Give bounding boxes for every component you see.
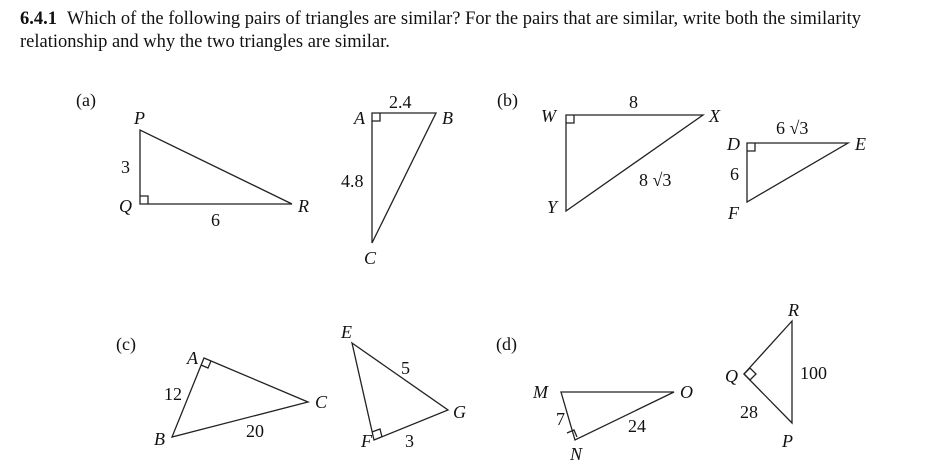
vertex-c-c: C — [315, 392, 328, 412]
side-ab: 2.4 — [389, 92, 412, 112]
problem-number: 6.4.1 — [20, 9, 57, 29]
vertex-q: Q — [119, 196, 132, 216]
side-fg: 3 — [405, 431, 414, 451]
side-de: 6 √3 — [776, 118, 809, 138]
part-d-label: (d) — [496, 334, 517, 354]
vertex-g-c: G — [453, 402, 466, 422]
side-ab-c: 12 — [164, 384, 182, 404]
triangle-pqr — [140, 130, 292, 204]
part-c-label: (c) — [116, 334, 136, 354]
problem-text: Which of the following pairs of triangles are similar? For the pairs that are similar, write both the similarity relationship and why the two triangles are similar. — [20, 9, 862, 52]
triangle-wxy — [566, 115, 703, 211]
vertex-r: R — [298, 196, 309, 216]
right-angle-marker — [140, 196, 148, 204]
vertex-m: M — [533, 382, 548, 402]
triangle-def — [747, 143, 848, 202]
side-pq: 3 — [121, 157, 130, 177]
side-qp: 28 — [740, 402, 758, 422]
vertex-f-c: F — [361, 431, 372, 451]
side-wx: 8 — [629, 92, 638, 112]
vertex-y: Y — [547, 197, 558, 217]
vertex-x: X — [709, 106, 720, 126]
right-angle-marker — [372, 113, 380, 121]
part-a-label: (a) — [76, 90, 96, 110]
side-eg: 5 — [401, 358, 410, 378]
right-angle-marker — [747, 143, 755, 151]
side-bc-c: 20 — [246, 421, 264, 441]
triangle-abc — [372, 113, 436, 243]
vertex-p-d: P — [782, 431, 793, 451]
triangle-efg — [352, 343, 448, 440]
vertex-a: A — [354, 108, 365, 128]
vertex-d: D — [727, 134, 740, 154]
vertex-o: O — [680, 382, 693, 402]
vertex-a-c: A — [187, 348, 198, 368]
vertex-w: W — [541, 106, 556, 126]
side-no: 24 — [628, 416, 646, 436]
side-xy: 8 √3 — [639, 170, 672, 190]
vertex-c: C — [364, 248, 377, 268]
vertex-q-d: Q — [725, 366, 738, 386]
vertex-f: F — [728, 203, 739, 223]
side-ac: 4.8 — [341, 171, 364, 191]
side-df: 6 — [730, 164, 739, 184]
side-qr: 6 — [211, 210, 220, 230]
vertex-b: B — [442, 108, 453, 128]
part-b-label: (b) — [497, 90, 518, 110]
side-rp: 100 — [800, 363, 827, 383]
vertex-e: E — [855, 134, 866, 154]
triangle-abc-c — [172, 358, 308, 437]
vertex-n: N — [570, 444, 583, 464]
right-angle-marker — [744, 368, 756, 380]
triangle-mno — [561, 392, 674, 440]
vertex-b-c: B — [154, 429, 165, 449]
right-angle-marker — [566, 115, 574, 123]
vertex-r-d: R — [788, 300, 799, 320]
right-angle-marker — [567, 430, 577, 437]
vertex-p: P — [134, 108, 145, 128]
side-mn: 7 — [556, 409, 565, 429]
vertex-e-c: E — [341, 322, 352, 342]
